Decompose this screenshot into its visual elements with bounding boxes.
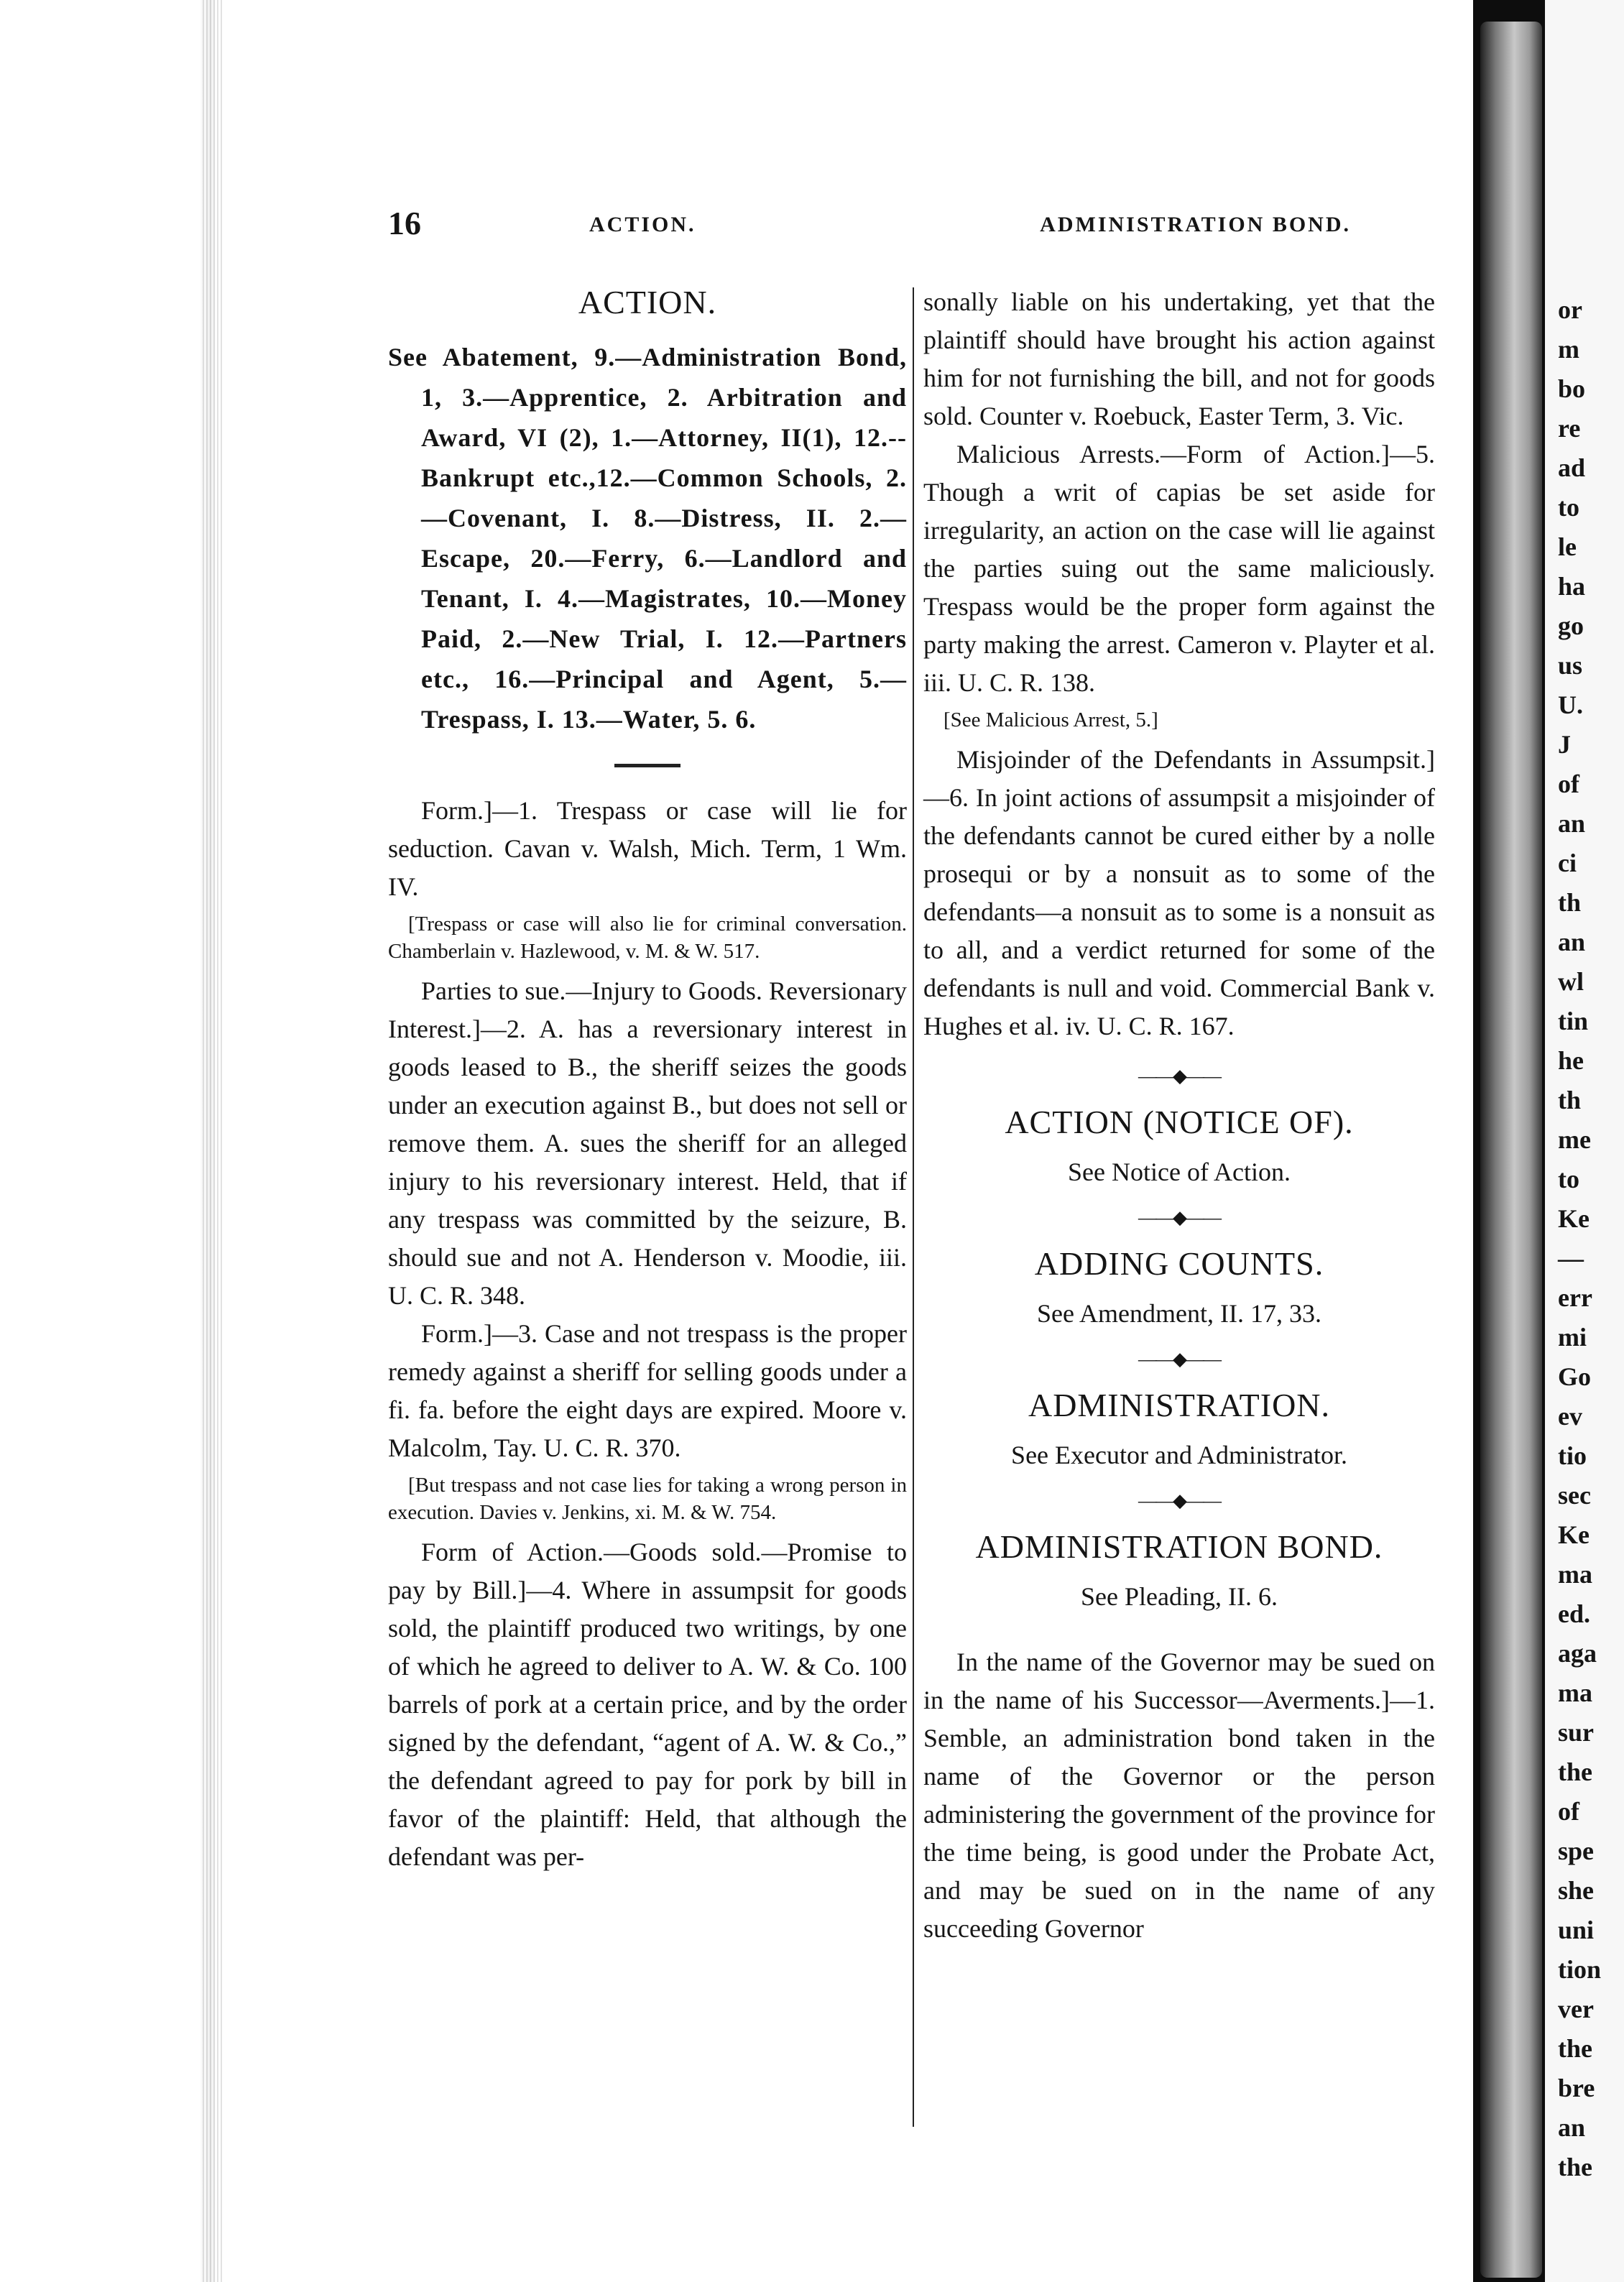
next-page-text-fragment: ad [1558,453,1586,482]
scan-left-margin [0,0,216,2282]
see-administration: See Executor and Administrator. [1011,1441,1347,1469]
ornament-divider: ——◆—— [1138,1066,1220,1086]
next-page-text-fragment: ver [1558,1995,1594,2023]
paragraph-4: Form of Action.—Goods sold.—Promise to pay by Bill.]—4. Where in assumpsit for goods sold, the plaintiff produced two writings, by one of which he agreed to deliver to A. W. & Co. 100 barrels of pork at a certain price, and by the order signed by the defendant, “agent of A. W. & Co.,” the defendant agreed to pay for pork by bill in favor of the plaintiff: Held, that although the defendant was per- [388,1538,907,1871]
paragraph-7: In the name of the Governor may be sued on in the name of his Successor—Averments.]—1. Semble, an administration bond taken in the name of the Governor or the person administering the government of the province for the time being, is good under the Probate Act, and may be sued on in the name of any succeeding Governor [923,1648,1435,1943]
next-page-text-fragment: sec [1558,1481,1591,1510]
next-page-text-fragment: ma [1558,1560,1592,1589]
next-page-text-fragment: bre [1558,2074,1595,2102]
next-page-text-fragment: he [1558,1046,1584,1075]
note-3: [See Malicious Arrest, 5.] [944,708,1158,731]
right-column [923,283,1435,1948]
heading-notice-of-action: ACTION (NOTICE OF). [1005,1104,1354,1140]
paragraph-3: Form.]—3. Case and not trespass is the proper remedy against a sheriff for selling goods under a fi. fa. before the eight days are expired. Moore v. Malcolm, Tay. U. C. R. 370. [388,1319,907,1462]
page-edges [203,0,223,2282]
next-page-text-fragment: spe [1558,1837,1595,1865]
next-page-text-fragment: an [1558,2113,1586,2142]
see-notice: See Notice of Action. [1068,1158,1291,1186]
next-page-text-fragment: aga [1558,1639,1597,1668]
heading-administration: ADMINISTRATION. [1028,1387,1331,1423]
next-page-text-fragment: she [1558,1876,1595,1905]
next-page-text-fragment: J [1558,730,1571,759]
next-page-text-fragment: the [1558,2153,1592,2181]
next-page-text-fragment: Go [1558,1362,1592,1391]
next-page-text-fragment: — [1558,1244,1584,1272]
next-page-text-fragment: of [1558,770,1579,798]
next-page-text-fragment: Ke [1558,1520,1590,1549]
next-page-text-fragment: U. [1558,690,1583,719]
paragraph-2: Parties to sue.—Injury to Goods. Reversionary Interest.]—2. A. has a reversionary interest in goods leased to B., the sheriff seizes the goods under an execution against B., but does not sell or remove them. A. sues the sheriff for an alleged injury to his reversionary interest. Held, that if any trespass was committed by the seizure, B. should sue and not A. Henderson v. Moodie, iii. U. C. R. 348. [388,976,907,1310]
header-left-title: ACTION. [589,213,696,236]
next-page-text-fragment: to [1558,493,1579,522]
next-page-text-fragment: le [1558,532,1577,561]
next-page-text-fragment: to [1558,1165,1579,1193]
heading-adding-counts: ADDING COUNTS. [1034,1245,1324,1282]
next-page-text-fragment: an [1558,809,1586,838]
next-page-text-fragment: ev [1558,1402,1582,1431]
heading-administration-bond: ADMINISTRATION BOND. [975,1528,1383,1565]
next-page-text-fragment: th [1558,1086,1582,1114]
next-page-text-fragment: me [1558,1125,1591,1154]
paragraph-1: Form.]—1. Trespass or case will lie for seduction. Cavan v. Walsh, Mich. Term, 1 Wm. IV. [388,796,907,901]
next-page-text-fragment: mi [1558,1323,1587,1352]
next-page-text-fragment: err [1558,1283,1592,1312]
paragraph-4-continued: sonally liable on his undertaking, yet that the plaintiff should have brought his action against him for not furnishing the bill, and not for goods sold. Counter v. Roebuck, Easter Term, 3. Vic. [923,287,1435,430]
section-heading-action: ACTION. [578,284,717,320]
next-page-text-fragment: ci [1558,849,1577,877]
next-page-text-fragment: go [1558,611,1584,640]
paragraph-6: Misjoinder of the Defendants in Assumpsit.]—6. In joint actions of assumpsit a misjoinder of the defendants cannot be cured either by a nolle prosequi or by a nonsuit as to some of the defendants—a nonsuit as to some is a nonsuit as to all, and a verdict returned for some of the defendants is null and void. Commercial Bank v. Hughes et al. iv. U. C. R. 167. [923,745,1435,1040]
next-page-text-fragment: ed. [1558,1599,1590,1628]
next-page-text-fragment: ha [1558,572,1586,601]
see-administration-bond: See Pleading, II. 6. [1081,1582,1278,1611]
ornament-divider: ——◆—— [1138,1207,1220,1228]
page-number: 16 [388,205,421,241]
see-adding: See Amendment, II. 17, 33. [1037,1299,1321,1328]
paragraph-5: Malicious Arrests.—Form of Action.]—5. Though a writ of capias be set aside for irregularity, an action on the case will lie against the parties suing out the same maliciously. Trespass would be the proper form against the party making the arrest. Cameron v. Playter et al. iii. U. C. R. 138. [923,440,1435,697]
header-right-title: ADMINISTRATION BOND. [1040,213,1351,236]
next-page-text-fragment: Ke [1558,1204,1590,1233]
next-page-text-fragment: of [1558,1797,1579,1826]
next-page-text-fragment: the [1558,2034,1592,2063]
next-page-text-fragment: ma [1558,1678,1592,1707]
next-page-text-fragment: uni [1558,1916,1595,1944]
column-rule [913,287,914,2127]
left-column [388,283,907,1876]
ornament-divider: ——◆—— [1138,1349,1220,1369]
section-divider [614,764,680,767]
next-page-text-fragment: an [1558,928,1586,956]
next-page-text-fragment: th [1558,888,1582,917]
next-page-fragment [1545,0,1624,2282]
next-page-text-fragment: tin [1558,1007,1589,1035]
next-page-text-fragment: us [1558,651,1583,680]
note-1: [Trespass or case will also lie for criminal conversation. Chamberlain v. Hazlewood, v. M. & W. 517. [388,913,907,963]
see-references: See Abatement, 9.—Administration Bond, 1, 3.—Apprentice, 2. Arbitration and Award, VI (2), 1.—Attorney, II(1), 12.--Bankrupt etc.,12.—Common Schools, 2.—Covenant, I. 8.—Distress, II. 2.—Escape, 20.—Ferry, 6.—Landlord and Tenant, I. 4.—Magistrates, 10.—Money Paid, 2.—New Trial, I. 12.—Partners etc., 16.—Principal and Agent, 5.—Trespass, I. 13.—Water, 5. 6. [388,343,907,734]
next-page-text-fragment: bo [1558,374,1586,403]
ornament-divider: ——◆—— [1138,1490,1220,1511]
next-page-text-fragment: tio [1558,1441,1587,1470]
next-page-text-fragment: tion [1558,1955,1602,1984]
note-2: [But trespass and not case lies for taking a wrong person in execution. Davies v. Jenkins, xi. M. & W. 754. [388,1474,907,1524]
running-header [388,204,1466,247]
book-spine [1480,22,1542,2278]
next-page-text-fragment: wl [1558,967,1584,996]
next-page-text-fragment: re [1558,414,1581,443]
next-page-text-fragment: or [1558,295,1582,324]
next-page-text-fragment: m [1558,335,1579,364]
next-page-text-fragment: sur [1558,1718,1595,1747]
next-page-text-fragment: the [1558,1757,1592,1786]
